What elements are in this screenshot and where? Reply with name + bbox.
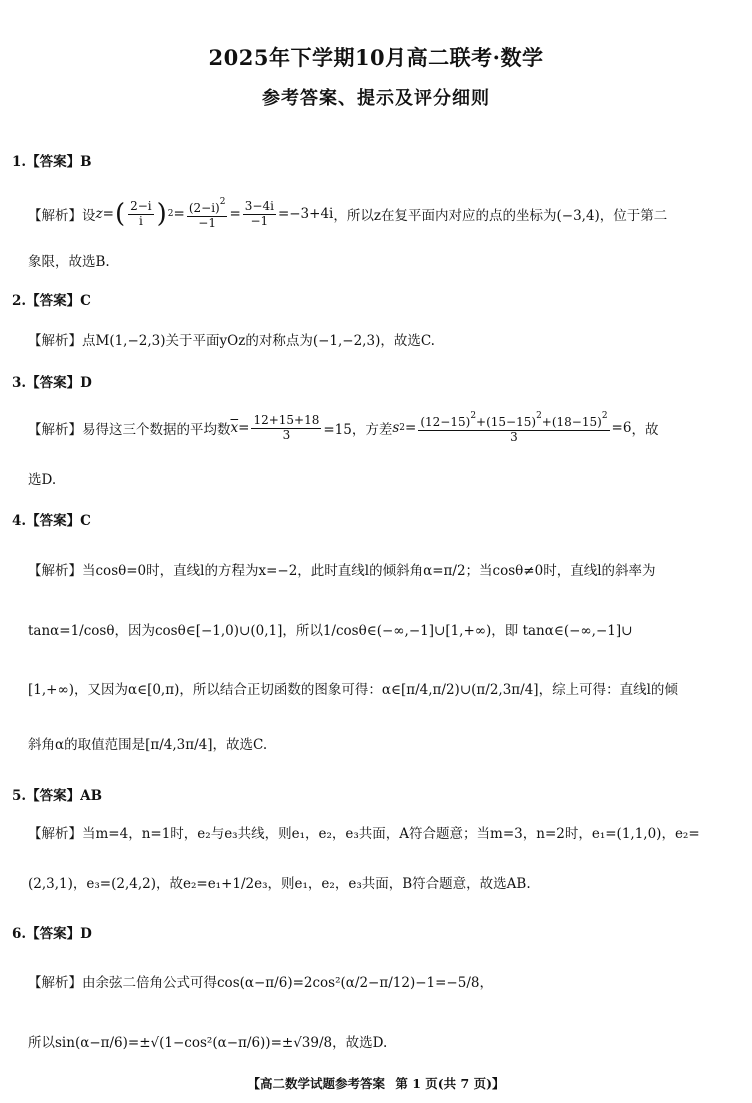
q1-line-1-text: 【解析】设 xyxy=(28,208,96,224)
q4-line-3: [1,+∞)，又因为α∈[0,π)，所以结合正切函数的图象可得：α∈[π/4,π/2)∪(π/2,3π/4]，综上可得：直线l的倾 xyxy=(28,682,678,698)
q1-line-1-rest: ，所以z在复平面内对应的点的坐标为(−3,4)，位于第二 xyxy=(333,208,668,224)
answer-1: 1.【答案】B xyxy=(12,154,92,170)
q5-line-2: (2,3,1)，e₃=(2,4,2)，故e₂=e₁+1/2e₃，则e₁，e₂，e₃共面，B符合题意，故选AB. xyxy=(28,876,531,892)
q4-line-4: 斜角α的取值范围是[π/4,3π/4]，故选C. xyxy=(28,737,268,753)
q3-line-1-rest: ，故 xyxy=(631,422,659,438)
page-footer xyxy=(0,1074,752,1092)
q5-line-1: 【解析】当m=4，n=1时，e₂与e₃共线，则e₁，e₂，e₃共面，A符合题意；当m=3，n=2时，e₁=(1,1,0)，e₂= xyxy=(28,826,700,842)
q3-line-1: 【解析】易得这三个数据的平均数 $\overline{x}$ = $\frac{12+15+18}{3}$ =15，方差 s 2 = $\frac{(12-15)^2+(15-15)^2+(18-15)^2}{3}$ =6 ，故 xyxy=(28,411,659,444)
q6-line-2: 所以sin(α−π/6)=±√(1−cos²(α−π/6))=±√39/8，故选D. xyxy=(28,1035,388,1051)
page-title: 2025年下学期10月高二联考·数学 xyxy=(208,45,544,70)
answer-3: 3.【答案】D xyxy=(12,375,92,391)
footer-title: 【高二数学试题参考答案 xyxy=(247,1076,385,1091)
answer-6: 6.【答案】D xyxy=(12,926,92,942)
answer-5: 5.【答案】AB xyxy=(12,788,102,804)
page-subtitle: 参考答案、提示及评分细则 xyxy=(262,88,490,109)
q6-line-1: 【解析】由余弦二倍角公式可得cos(α−π/6)=2cos²(α/2−π/12)−1=−5/8， xyxy=(28,975,493,991)
q1-line-1: 【解析】设 z = ( $\frac{2-i}{i}$ ) 2 = $\frac{(2-i)^2}{-1}$ = $\frac{3-4i}{-1}$ =−3+4i ，所以z在复平面内对应的点的坐标为(−3,4)，位于第二 xyxy=(28,197,668,230)
answer-4: 4.【答案】C xyxy=(12,513,91,529)
q2-line-1: 【解析】点M(1,−2,3)关于平面yOz的对称点为(−1,−2,3)，故选C. xyxy=(28,333,435,349)
q4-line-2: tanα=1/cosθ，因为cosθ∈[−1,0)∪(0,1]，所以1/cosθ∈(−∞,−1]∪[1,+∞)，即 tanα∈(−∞,−1]∪ xyxy=(28,623,633,639)
footer-page-number: 第 1 页(共 7 页)】 xyxy=(395,1076,505,1091)
q1-line-2: 象限，故选B. xyxy=(28,254,110,270)
q3-line-1-text: 【解析】易得这三个数据的平均数 xyxy=(28,422,231,438)
answer-2: 2.【答案】C xyxy=(12,293,91,309)
q4-line-1: 【解析】当cosθ=0时，直线l的方程为x=−2，此时直线l的倾斜角α=π/2；当cosθ≠0时，直线l的斜率为 xyxy=(28,563,656,579)
q3-line-2: 选D. xyxy=(28,472,57,488)
